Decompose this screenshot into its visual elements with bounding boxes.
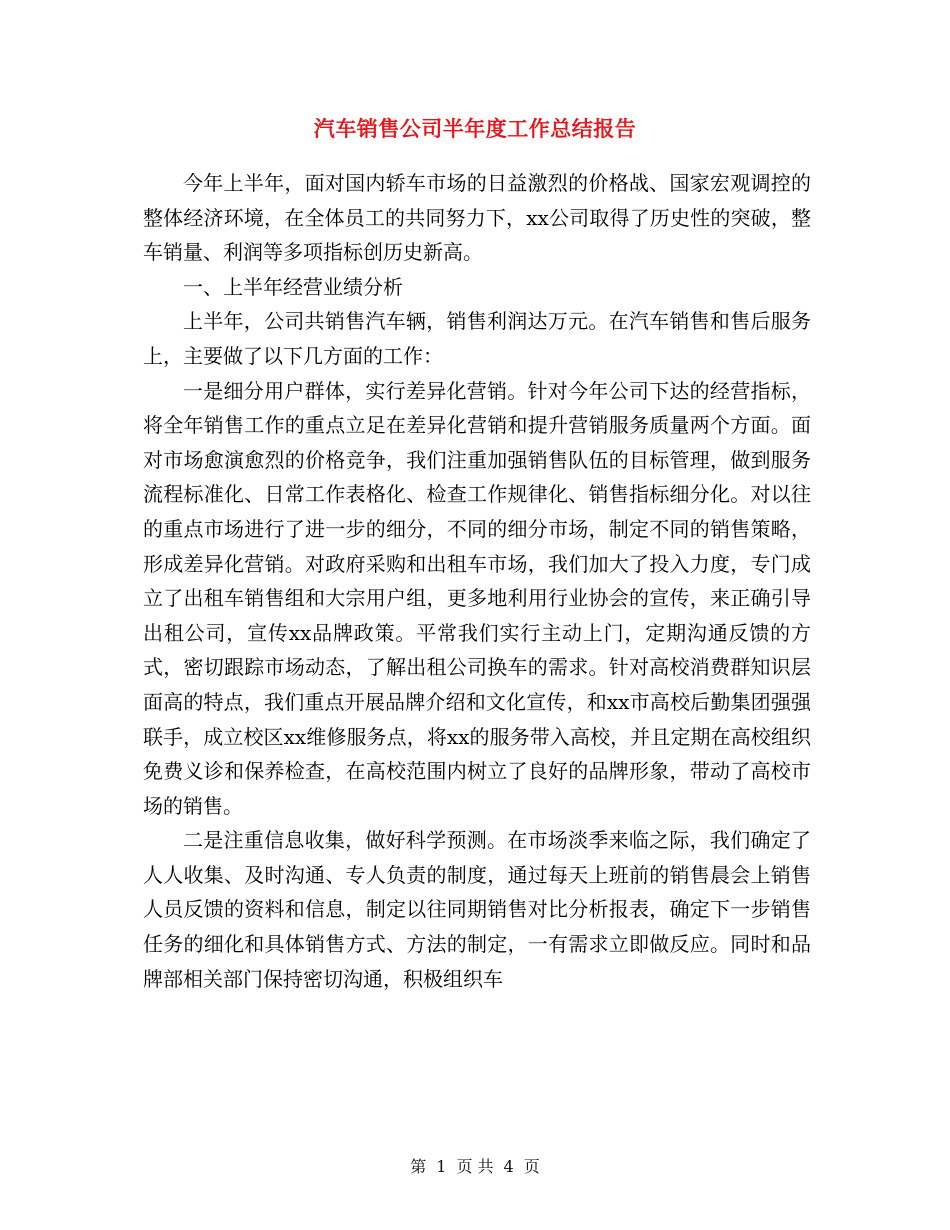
paragraph-point-one: 一是细分用户群体，实行差异化营销。针对今年公司下达的经营指标，将全年销售工作的重点立足在差异化营销和提升营销服务质量两个方面。面对市场愈演愈烈的价格竞争，我们注重加强销售队伍的目标管理，做到服务流程标准化、日常工作表格化、检查工作规律化、销售指标细分化。对以往的重点市场进行了进一步的细分，不同的细分市场，制定不同的销售策略，形成差异化营销。对政府采购和出租车市场，我们加大了投入力度，专门成立了出租车销售组和大宗用户组，更多地利用行业协会的宣传，来正确引导出租公司，宣传xx品牌政策。平常我们实行主动上门，定期沟通反馈的方式，密切跟踪市场动态，了解出租公司换车的需求。针对高校消费群知识层面高的特点，我们重点开展品牌介绍和文化宣传，和xx市高校后勤集团强强联手，成立校区xx维修服务点，将xx的服务带入高校，并且定期在高校组织免费义诊和保养检查，在高校范围内树立了良好的品牌形象，带动了高校市场的销售。 <box>143 378 811 818</box>
paragraph-intro: 今年上半年，面对国内轿车市场的日益激烈的价格战、国家宏观调控的整体经济环境，在全体员工的共同努力下，xx公司取得了历史性的突破，整车销量、利润等多项指标创历史新高。 <box>143 171 811 265</box>
document-body <box>143 166 811 996</box>
paragraph-summary: 上半年，公司共销售汽车辆，销售利润达万元。在汽车销售和售后服务上，主要做了以下几方面的工作： <box>143 309 811 368</box>
page-footer <box>0 1154 950 1177</box>
document-title: 汽车销售公司半年度工作总结报告 <box>313 116 637 141</box>
footer-prefix: 第 <box>410 1157 427 1176</box>
paragraph-point-two: 二是注重信息收集，做好科学预测。在市场淡季来临之际，我们确定了人人收集、及时沟通、专人负责的制度，通过每天上班前的销售晨会上销售人员反馈的资料和信息，制定以往同期销售对比分析报表，确定下一步销售任务的细化和具体销售方式、方法的制定，一有需求立即做反应。同时和品牌部相关部门保持密切沟通，积极组织车 <box>143 828 811 991</box>
page-number: 1 <box>436 1157 447 1176</box>
total-pages: 4 <box>503 1157 514 1176</box>
section-heading: 一、上半年经营业绩分析 <box>183 274 403 299</box>
footer-mid: 页 共 <box>456 1157 494 1176</box>
footer-suffix: 页 <box>523 1157 540 1176</box>
